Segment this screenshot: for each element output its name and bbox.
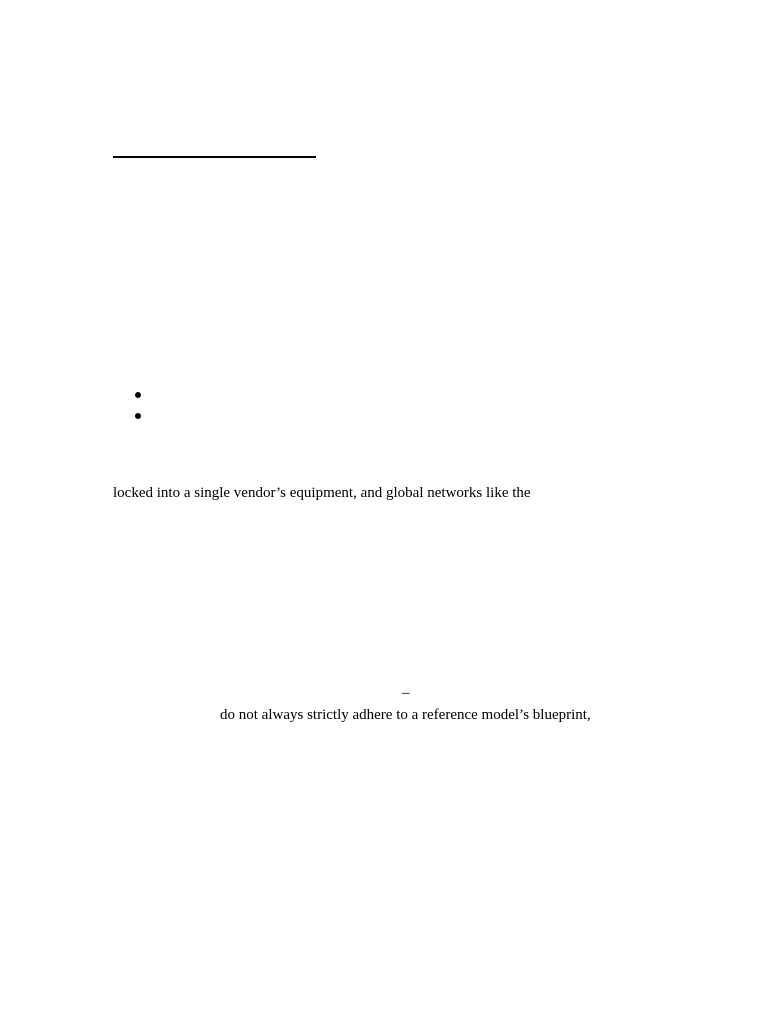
heading-underline — [113, 156, 316, 158]
body-text-line-2: do not always strictly adhere to a reference model’s blueprint, — [220, 707, 591, 723]
body-text-line-1: locked into a single vendor’s equipment, and global networks like the — [113, 485, 531, 501]
bullet-point-2 — [135, 413, 141, 419]
bullet-point-1 — [135, 392, 141, 398]
dash-mark: – — [402, 685, 410, 701]
